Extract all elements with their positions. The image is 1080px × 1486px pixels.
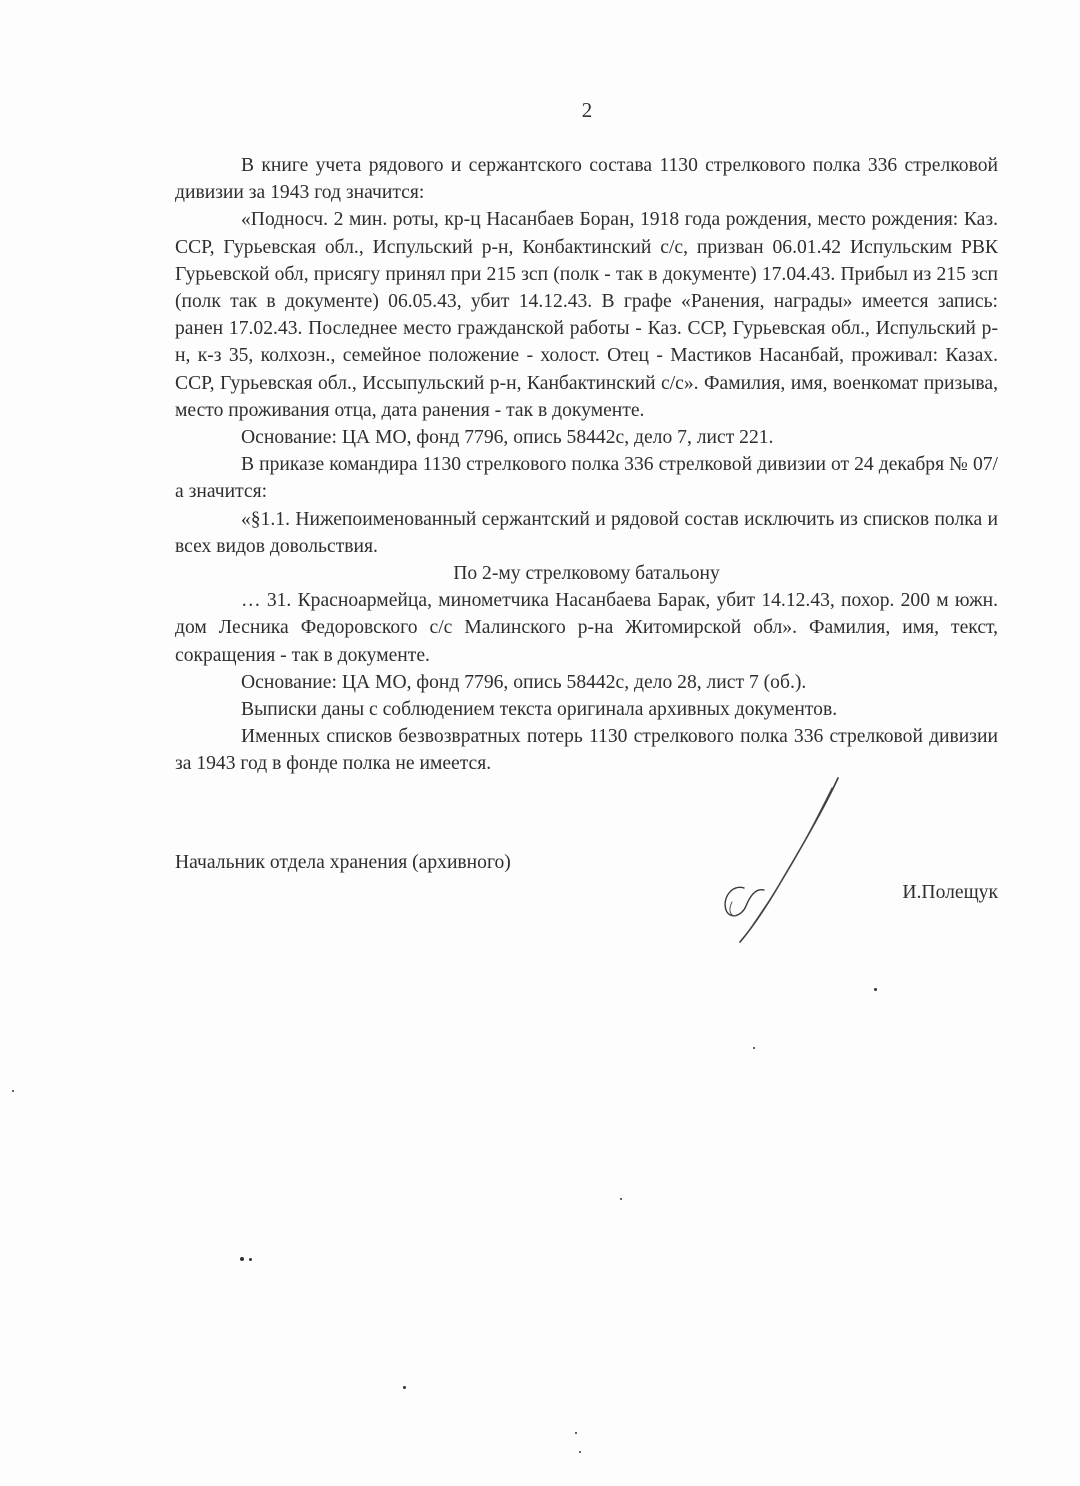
signatory-name: И.Полещук xyxy=(902,882,998,903)
scan-speck xyxy=(753,1047,755,1049)
scan-speck xyxy=(620,1198,622,1200)
scan-speck xyxy=(249,1258,252,1261)
handwritten-signature xyxy=(710,770,850,950)
scan-speck xyxy=(874,988,877,991)
signatory-title: Начальник отдела хранения (архивного) xyxy=(175,852,511,873)
signature-block xyxy=(175,852,998,962)
page-number: 2 xyxy=(581,98,593,122)
scan-speck xyxy=(579,1451,581,1453)
paragraph-book-record-intro: В книге учета рядового и сержантского состава 1130 стрелкового полка 336 стрелковой дивизии за 1943 год значится: xyxy=(175,155,998,204)
paragraph-basis-2: Основание: ЦА МО, фонд 7796, опись 58442с, дело 28, лист 7 (об.). xyxy=(241,671,807,693)
paragraph-order-entry: … 31. Красноармейца, минометчика Насанбаева Барак, убит 14.12.43, похор. 200 м южн. дом Лесника Федоровского с/с Малинского р-на Житомирской обл». Фамилия, имя, текст, сокращения - так в документе. xyxy=(175,590,998,666)
paragraph-basis-1: Основание: ЦА МО, фонд 7796, опись 58442с, дело 7, лист 221. xyxy=(241,427,774,449)
paragraph-extract-note: Выписки даны с соблюдением текста оригинала архивных документов. xyxy=(241,699,838,721)
scan-speck xyxy=(403,1386,406,1389)
paragraph-order-intro: В приказе командира 1130 стрелкового полка 336 стрелковой дивизии от 24 декабря № 07/а значится: xyxy=(175,454,998,503)
paragraph-loss-lists-note: Именных списков безвозвратных потерь 1130 стрелкового полка 336 стрелковой дивизии за 1943 год в фонде полка не имеется. xyxy=(175,726,998,775)
document-body xyxy=(175,152,998,778)
paragraph-battalion-heading: По 2-му стрелковому батальону xyxy=(453,563,720,585)
paragraph-order-quote: «§1.1. Нижепоименованный сержантский и рядовой состав исключить из списков полка и всех видов довольствия. xyxy=(175,508,998,557)
scan-speck xyxy=(575,1432,577,1434)
paragraph-book-record-quote: «Подносч. 2 мин. роты, кр-ц Насанбаев Боран, 1918 года рождения, место рождения: Каз. ССР, Гурьевская обл., Испульский р-н, Конбактинский с/с, призван 06.01.42 Испульским РВК Гурьевской обл, присягу принял при 215 зсп (полк - так в документе) 17.04.43. Прибыл из 215 зсп (полк так в документе) 06.05.43, убит 14.12.43. В графе «Ранения, награды» имеется запись: ранен 17.02.43. Последнее место гражданской работы - Каз. ССР, Гурьевская обл., Испульский р-н, к-з 35, колхозн., семейное положение - холост. Отец - Мастиков Насанбай, проживал: Казах. ССР, Гурьевская обл., Иссыпульский р-н, Канбактинский с/с». Фамилия, имя, военкомат призыва, место проживания отца, дата ранения - так в документе. xyxy=(175,209,998,421)
scan-speck xyxy=(12,1090,14,1092)
scan-speck xyxy=(240,1257,244,1261)
